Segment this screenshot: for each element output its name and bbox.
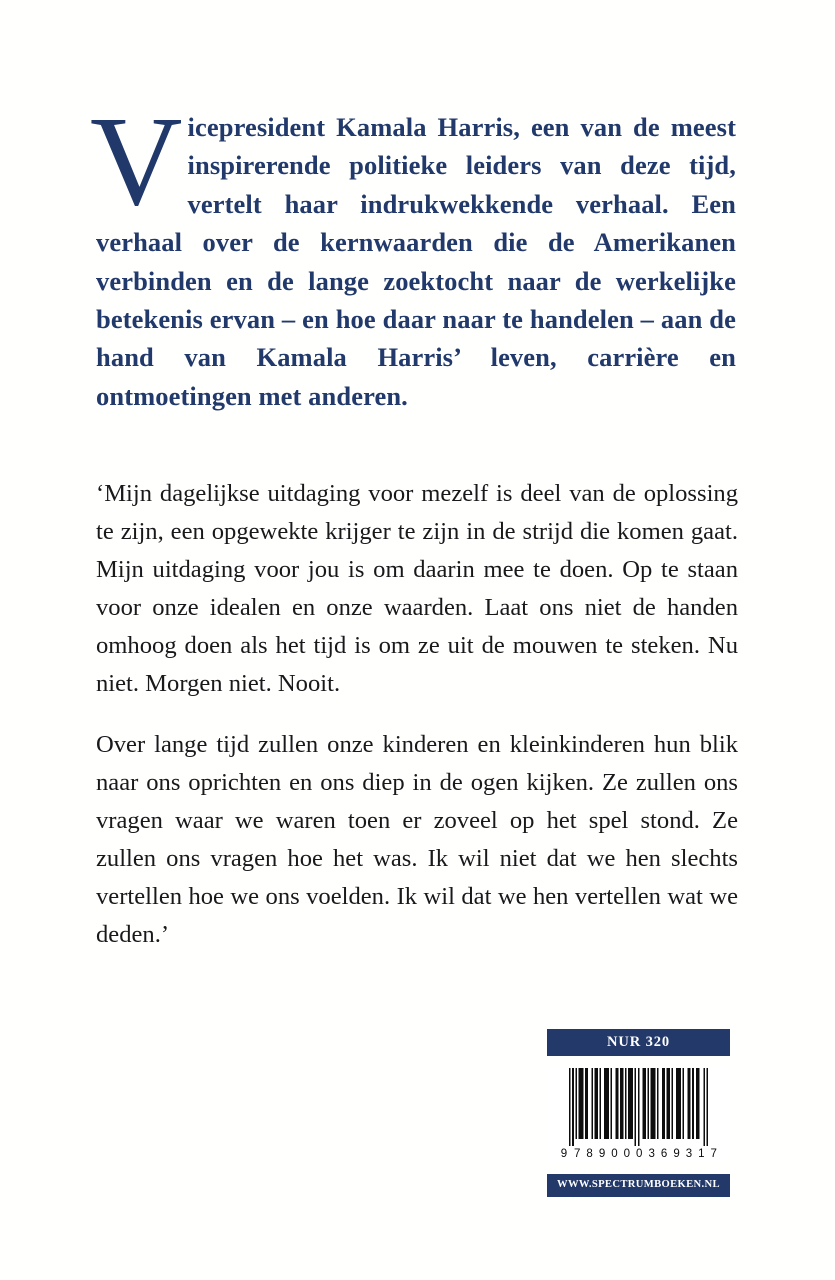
barcode-right-group <box>646 1148 721 1161</box>
quote-paragraph-1: ‘Mijn dagelijkse uitdaging voor mezelf is deel van de oplossing te zijn, een opgewekte krijger te zijn in de strijd die komen gaat. Mijn uitdaging voor jou is om daarin mee te doen. Op te staan voor onze idealen en onze waarden. Laat ons niet de handen omhoog doen als het tijd is om ze uit de mouwen te steken. Nu niet. Morgen niet. Nooit. <box>96 480 738 698</box>
barcode-digit: 8 <box>586 1148 593 1160</box>
barcode-bars-image <box>561 1068 716 1146</box>
nur-banner <box>547 1029 730 1056</box>
nur-label: NUR 320 <box>606 1034 671 1051</box>
barcode-lead-digit: 9 <box>560 1148 568 1160</box>
barcode-digit: 0 <box>611 1148 618 1160</box>
barcode-digit: 1 <box>698 1148 705 1160</box>
intro-paragraph-text: icepresident Kamala Harris, een van de meest inspirerende politieke leiders van deze tijd, vertelt haar indrukwekkende verhaal. Een verhaal over de kernwaarden die de Amerikanen verbinden en de lange zoektocht naar de werkelijke betekenis ervan – en hoe daar naar te handelen – aan de hand van Kamala Harris’ leven, carrière en ontmoetingen met anderen. <box>96 112 736 411</box>
barcode-digit: 0 <box>636 1148 643 1160</box>
drop-cap-letter: V <box>90 90 183 232</box>
barcode-digit: 9 <box>598 1148 606 1160</box>
barcode-digit: 7 <box>710 1148 717 1160</box>
barcode-digit: 0 <box>623 1148 631 1160</box>
barcode-left-group <box>571 1148 646 1161</box>
publisher-website-banner[interactable] <box>547 1174 730 1197</box>
barcode-digit: 9 <box>673 1148 680 1160</box>
publisher-website-label: WWW.SPECTRUMBOEKEN.NL <box>557 1179 720 1191</box>
footer-group <box>547 1029 730 1197</box>
intro-block <box>90 90 736 415</box>
intro-paragraph <box>90 90 736 415</box>
barcode-digits <box>557 1147 720 1161</box>
barcode-digit: 6 <box>660 1148 668 1160</box>
barcode-digit: 3 <box>648 1148 655 1160</box>
barcode <box>547 1068 730 1161</box>
barcode-digit: 3 <box>685 1148 693 1160</box>
barcode-digit: 7 <box>574 1148 581 1160</box>
quote-block <box>96 475 738 954</box>
quote-paragraph-2: Over lange tijd zullen onze kinderen en kleinkinderen hun blik naar ons oprichten en ons diep in de ogen kijken. Ze zullen ons vragen waar we waren toen er zoveel op het spel stond. Ze zullen ons vragen hoe het was. Ik wil niet dat we hen slechts vertellen hoe we ons voelden. Ik wil dat we hen vertellen wat we deden.’ <box>96 730 738 949</box>
